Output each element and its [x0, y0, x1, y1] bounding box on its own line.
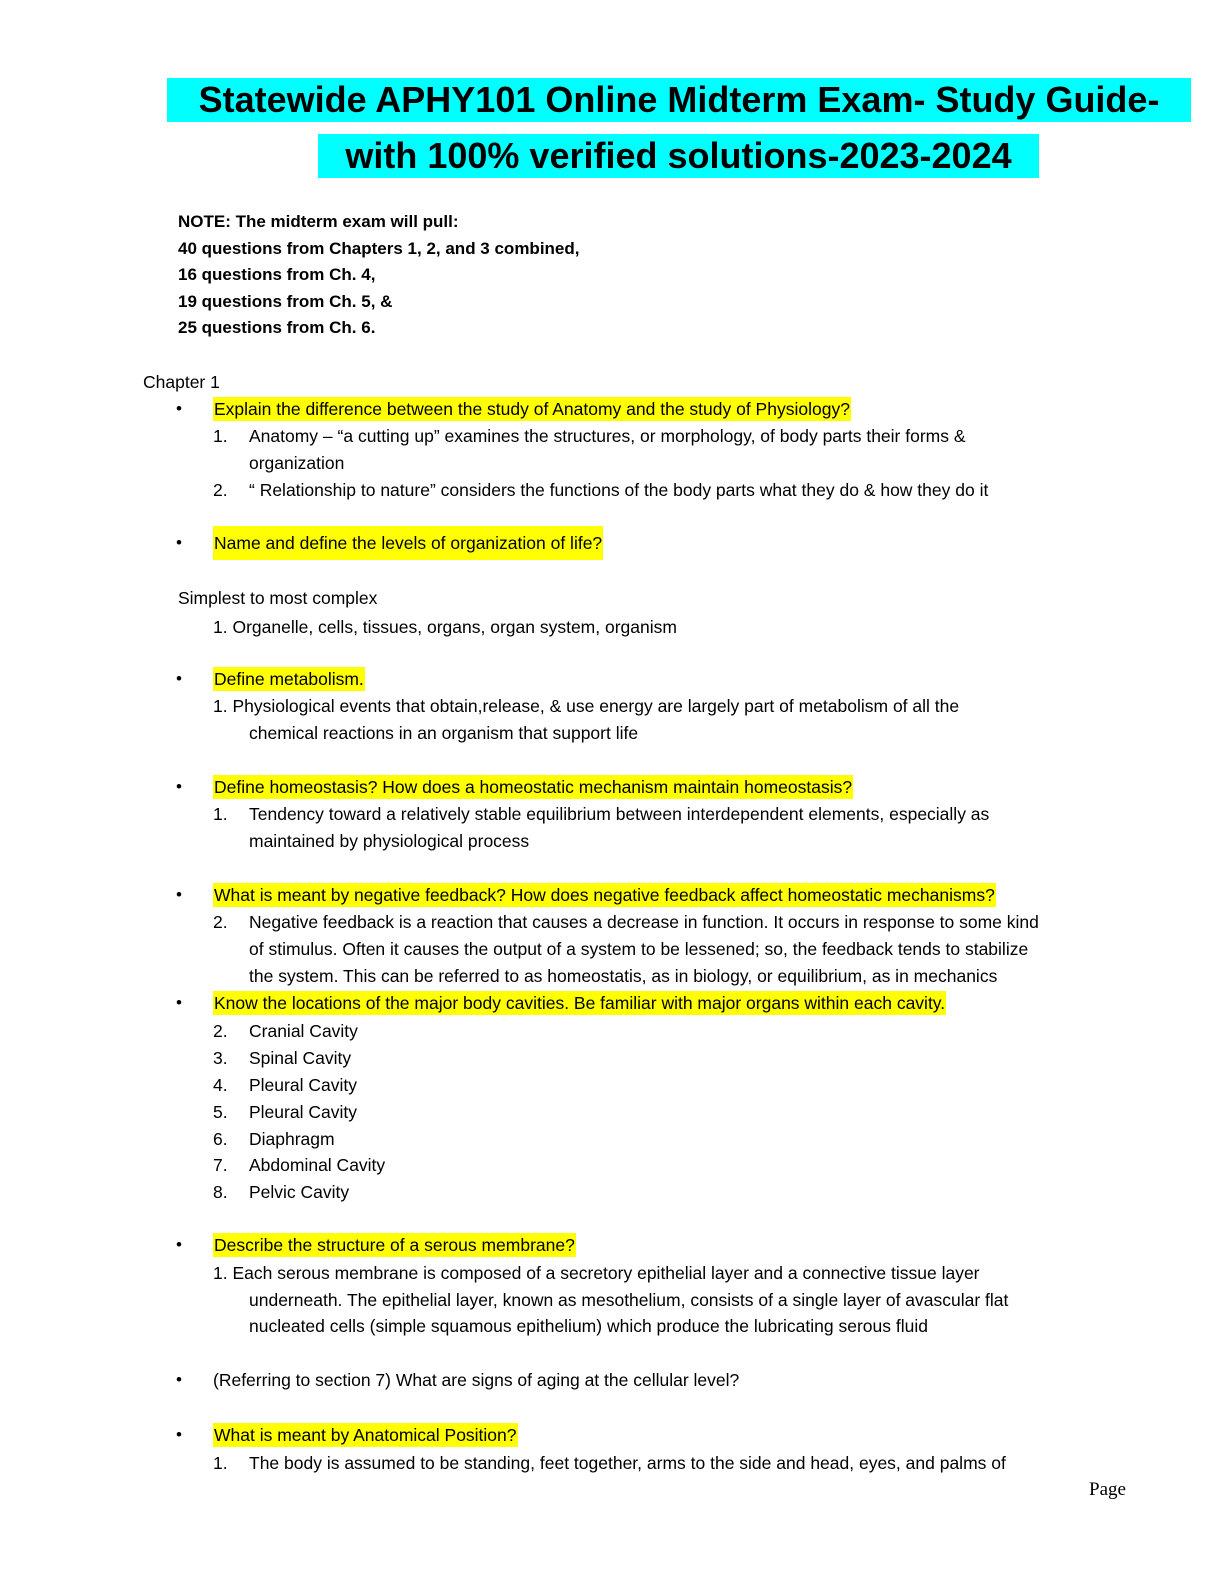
bullet-icon: •	[176, 1235, 182, 1254]
note-line: 19 questions from Ch. 5, &	[178, 291, 393, 311]
answer-line: “ Relationship to nature” considers the functions of the body parts what they do & how they do it	[249, 480, 989, 500]
question-6: Know the locations of the major body cavities. Be familiar with major organs within each cavity.	[214, 993, 946, 1013]
list-number: 6.	[213, 1129, 228, 1149]
question-7: Describe the structure of a serous membrane?	[214, 1235, 575, 1255]
note-line: 40 questions from Chapters 1, 2, and 3 combined,	[178, 238, 580, 258]
answer-line: 1. Physiological events that obtain,release, & use energy are largely part of metabolism of all the	[213, 696, 960, 716]
answer-line: chemical reactions in an organism that support life	[249, 723, 639, 743]
list-number: 2.	[213, 912, 228, 932]
answer-line: Pelvic Cavity	[249, 1182, 350, 1202]
bullet-icon: •	[176, 885, 182, 904]
question-4: Define homeostasis? How does a homeostatic mechanism maintain homeostasis?	[214, 777, 853, 797]
bullet-icon: •	[176, 1370, 182, 1389]
answer-line: Negative feedback is a reaction that causes a decrease in function. It occurs in response to some kind	[249, 912, 1039, 932]
list-number: 4.	[213, 1075, 228, 1095]
bullet-icon: •	[176, 777, 182, 796]
list-number: 1.	[213, 1453, 228, 1473]
list-number: 2.	[213, 1021, 228, 1041]
note-line: 16 questions from Ch. 4,	[178, 265, 376, 284]
list-number: 1.	[213, 426, 228, 446]
answer-line: 1. Organelle, cells, tissues, organs, organ system, organism	[213, 617, 677, 637]
question-2: Name and define the levels of organization of life?	[213, 526, 603, 560]
answer-line: underneath. The epithelial layer, known as mesothelium, consists of a single layer of avascular flat	[249, 1290, 1009, 1310]
answer-line: nucleated cells (simple squamous epithelium) which produce the lubricating serous fluid	[249, 1316, 928, 1336]
question-8: (Referring to section 7) What are signs of aging at the cellular level?	[213, 1370, 740, 1390]
chapter-heading: Chapter 1	[143, 372, 220, 392]
list-number: 7.	[213, 1155, 228, 1175]
question-5: What is meant by negative feedback? How does negative feedback affect homeostatic mechanisms?	[214, 885, 995, 905]
answer-line: the system. This can be referred to as homeostatis, as in biology, or equilibrium, as in mechanics	[249, 966, 998, 986]
bullet-icon: •	[176, 993, 182, 1012]
answer-line: Diaphragm	[249, 1129, 335, 1149]
answer-line: Spinal Cavity	[249, 1048, 352, 1068]
answer-line: maintained by physiological process	[249, 831, 530, 851]
answer-line: The body is assumed to be standing, feet together, arms to the side and head, eyes, and palms of	[249, 1453, 1006, 1473]
note-line: NOTE: The midterm exam will pull:	[178, 212, 459, 231]
answer-line: of stimulus. Often it causes the output of a system to be lessened; so, the feedback tends to stabilize	[249, 939, 1029, 959]
answer-line: organization	[249, 453, 345, 473]
answer-line: Pleural Cavity	[249, 1102, 357, 1122]
answer-intro: Simplest to most complex	[178, 588, 378, 608]
list-number: 8.	[213, 1182, 228, 1202]
document-title-line-2: with 100% verified solutions-2023-2024	[318, 134, 1039, 178]
note-line: 25 questions from Ch. 6.	[178, 318, 376, 337]
question-1: Explain the difference between the study of Anatomy and the study of Physiology?	[214, 399, 850, 419]
list-number: 5.	[213, 1102, 228, 1122]
question-9: What is meant by Anatomical Position?	[214, 1425, 517, 1445]
document-title-line-1: Statewide APHY101 Online Midterm Exam- Study Guide-	[167, 78, 1191, 122]
answer-line: Tendency toward a relatively stable equilibrium between interdependent elements, especially as	[249, 804, 990, 824]
bullet-icon: •	[176, 1425, 182, 1444]
list-number: 1.	[213, 804, 228, 824]
list-number: 2.	[213, 480, 228, 500]
page-label: Page	[1089, 1479, 1126, 1500]
bullet-icon: •	[176, 669, 182, 688]
answer-line: 1. Each serous membrane is composed of a secretory epithelial layer and a connective tissue layer	[213, 1263, 980, 1283]
list-number: 3.	[213, 1048, 228, 1068]
answer-line: Pleural Cavity	[249, 1075, 357, 1095]
bullet-icon: •	[176, 533, 182, 552]
answer-line: Anatomy – “a cutting up” examines the structures, or morphology, of body parts their forms &	[249, 426, 966, 446]
bullet-icon: •	[176, 399, 182, 418]
exam-note	[178, 209, 579, 342]
answer-line: Cranial Cavity	[249, 1021, 358, 1041]
question-3: Define metabolism.	[214, 669, 364, 689]
answer-line: Abdominal Cavity	[249, 1155, 386, 1175]
